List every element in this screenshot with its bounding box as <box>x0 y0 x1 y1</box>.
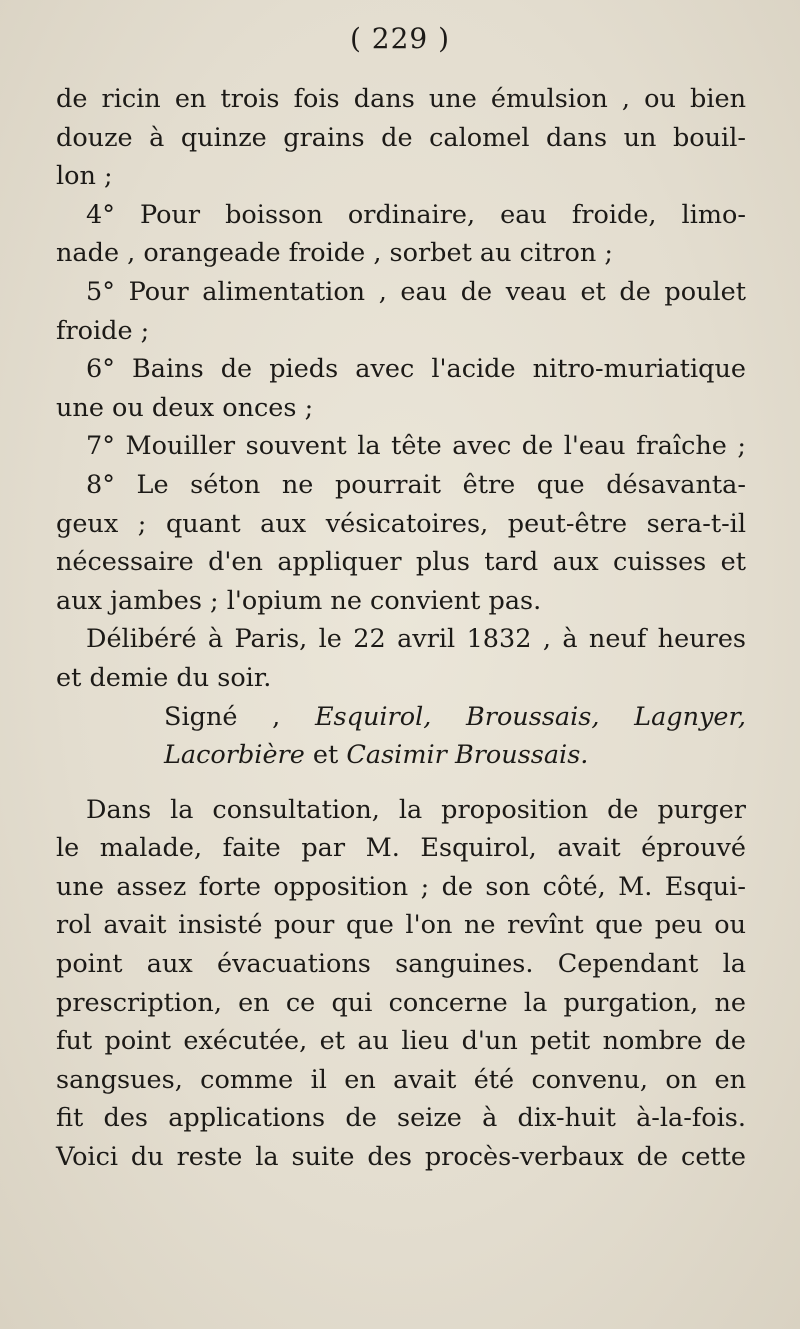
page-body <box>56 80 746 1177</box>
paragraph-item-7 <box>56 427 746 466</box>
paragraph-item-5 <box>56 273 746 350</box>
text-line: de ricin en trois fois dans une émulsion , ou bien <box>56 84 746 114</box>
text-line: Voici du reste la suite des procès-verbaux de cette <box>56 1142 746 1173</box>
signature-line <box>56 736 746 775</box>
paragraph-consultation <box>56 791 746 1177</box>
signature-name: Lacorbière <box>164 740 305 771</box>
text-line: le malade, faite par M. Esquirol, avait éprouvé <box>56 833 746 864</box>
text-line: nade , orangeade froide , sorbet au citron ; <box>56 238 614 269</box>
text-line: Délibéré à Paris, le 22 avril 1832 , à neuf heures <box>86 624 746 655</box>
text-line: fit des applications de seize à dix-huit à-la-fois. <box>56 1103 746 1134</box>
text-line: 6° Bains de pieds avec l'acide nitro-muriatique <box>86 354 746 385</box>
text-line: une ou deux onces ; <box>56 392 314 423</box>
text-line: 5° Pour alimentation , eau de veau et de poulet <box>86 276 746 307</box>
signature-prefix: Signé , <box>164 701 315 732</box>
text-line: prescription, en ce qui concerne la purgation, ne <box>56 987 746 1018</box>
text-line: rol avait insisté pour que l'on ne revînt que peu ou <box>56 910 746 941</box>
paragraph-deliberation <box>56 620 746 697</box>
page-number: ( 229 ) <box>349 22 451 55</box>
paragraph-continuation <box>56 80 746 196</box>
text-line: lon ; <box>56 161 113 192</box>
signature-names: Esquirol, Broussais, Lagnyer, <box>314 701 747 732</box>
paragraph-item-6 <box>56 350 746 427</box>
text-line: 8° Le séton ne pourrait être que désavanta- <box>86 469 746 500</box>
signature-block <box>56 698 746 775</box>
text-line: sangsues, comme il en avait été convenu, on en <box>56 1064 746 1095</box>
text-line: geux ; quant aux vésicatoires, peut-être sera-t-il <box>56 508 746 539</box>
signature-name: Casimir Broussais. <box>346 740 589 771</box>
text-line: aux jambes ; l'opium ne convient pas. <box>56 585 542 616</box>
signature-conjunction: et <box>304 740 347 771</box>
text-line: froide ; <box>56 315 150 346</box>
text-line: et demie du soir. <box>56 662 272 693</box>
text-line: fut point exécutée, et au lieu d'un petit nombre de <box>56 1026 746 1057</box>
text-line: douze à quinze grains de calomel dans un bouil- <box>56 122 746 153</box>
text-line: 7° Mouiller souvent la tête avec de l'eau fraîche ; <box>86 431 746 462</box>
signature-line <box>56 698 746 737</box>
paragraph-item-4 <box>56 196 746 273</box>
text-line: point aux évacuations sanguines. Cependant la <box>56 949 746 980</box>
text-line: Dans la consultation, la proposition de purger <box>86 794 746 825</box>
text-line: nécessaire d'en appliquer plus tard aux cuisses et <box>56 547 746 578</box>
paragraph-item-8 <box>56 466 746 620</box>
paragraph-gap <box>56 775 746 791</box>
text-line: une assez forte opposition ; de son côté, M. Esqui- <box>56 871 746 902</box>
text-line: 4° Pour boisson ordinaire, eau froide, limo- <box>86 199 746 230</box>
